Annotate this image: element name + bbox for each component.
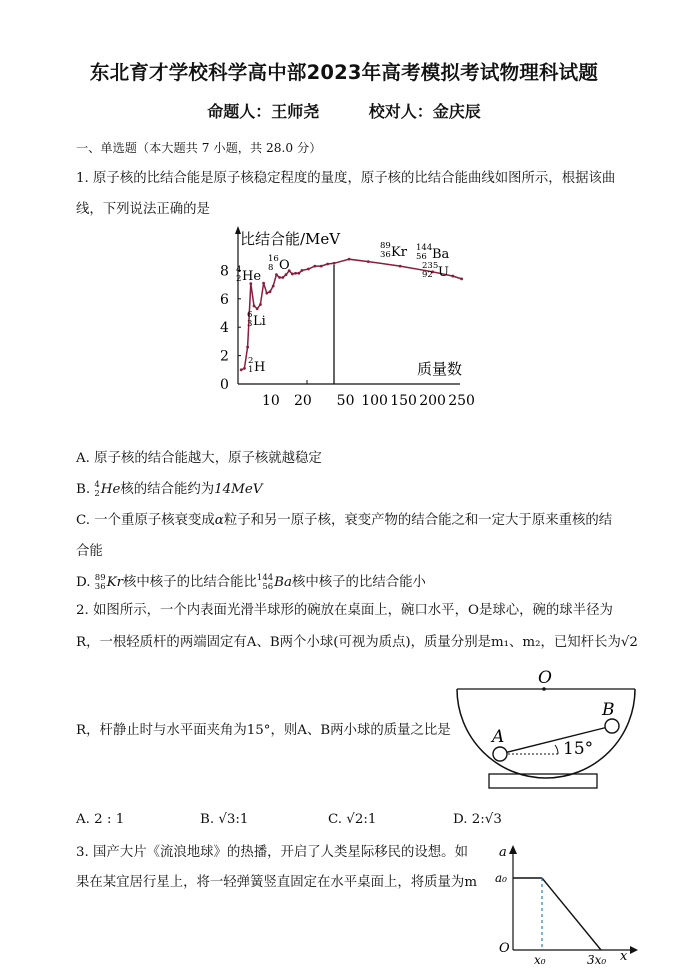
data-point (326, 263, 329, 266)
data-point (259, 303, 262, 306)
q1-option-a[interactable]: A. 原子核的结合能越大，原子核就越稳定 (76, 451, 322, 466)
q2-answer-a[interactable]: A. 2 : 1 (76, 812, 125, 827)
nuclide-symbol: U (438, 265, 449, 280)
x-tick-label: 50 (336, 393, 355, 409)
nuclide-symbol: He (242, 269, 262, 284)
q3-stem-line2: 果在某宜居行星上，将一轻弹簧竖直固定在水平桌面上，将质量为m (76, 875, 478, 890)
y-tick-label: 0 (220, 377, 229, 393)
label-x-axis: x (620, 949, 628, 964)
label-a0: a₀ (495, 871, 507, 885)
exam-authors (0, 99, 688, 122)
label-x0: x₀ (534, 953, 546, 967)
y-tick-label: 8 (220, 263, 229, 280)
nuclide-mass-number: 144 (416, 243, 433, 253)
data-point (301, 269, 304, 272)
nuclide-atomic-number: 8 (268, 263, 274, 273)
nuclide-symbol: O (279, 258, 290, 273)
data-point (240, 368, 243, 371)
nuclide-symbol: Li (253, 314, 266, 329)
kr-nuclide (95, 574, 106, 592)
kr-atomic-number: 36 (94, 581, 106, 592)
x-tick-label: 200 (419, 393, 446, 409)
x-tick-label: 150 (390, 393, 417, 409)
bowl-figure (452, 665, 652, 793)
data-point (291, 273, 294, 276)
data-point (460, 278, 463, 281)
data-point (452, 275, 455, 278)
checker-name: 校对人：金庆辰 (368, 102, 481, 121)
q1-option-d[interactable] (76, 571, 426, 592)
data-point (320, 265, 323, 268)
angle-arc (555, 745, 558, 754)
data-point (307, 268, 310, 271)
option-d-text-1: 核中核子的比结合能比 (123, 575, 257, 590)
acceleration-figure (490, 840, 640, 971)
data-point (285, 273, 288, 276)
option-c-text-2: 粒子和另一原子核，衰变产物的结合能之和一定大于原来重核的结 (223, 513, 613, 528)
option-b-text: 核的结合能约为 (120, 482, 215, 497)
a-arrow-icon (509, 845, 517, 854)
x-tick-label: 100 (361, 393, 388, 409)
data-point (278, 276, 281, 279)
nuclide-atomic-number: 3 (247, 319, 253, 329)
q2-stem-line1: 2. 如图所示，一个内表面光滑半球形的碗放在桌面上，碗口水平，O是球心，碗的球半径为 (76, 603, 613, 618)
data-point (269, 290, 272, 293)
nuclide-mass-number: 4 (236, 265, 242, 275)
ba-nuclide (257, 574, 273, 592)
nuclide-atomic-number: 36 (380, 250, 391, 260)
data-point (399, 265, 402, 268)
data-point (333, 262, 336, 265)
label-b: B (602, 700, 615, 720)
nuclide-symbol: H (254, 360, 266, 375)
q2-answer-c[interactable]: C. √2:1 (328, 812, 377, 827)
data-point (294, 272, 297, 275)
alpha-symbol: α (214, 513, 224, 528)
data-point (253, 305, 256, 308)
he-atomic-number: 2 (94, 488, 100, 499)
data-point (272, 285, 275, 288)
data-point (246, 346, 249, 349)
kr-symbol: Kr (106, 575, 124, 590)
label-o: O (538, 668, 552, 688)
x-tick-label: 250 (448, 393, 475, 409)
nuclide-symbol: Kr (391, 245, 407, 260)
q2-answer-b[interactable]: B. √3:1 (200, 812, 249, 827)
q2-stem-line3: R，杆静止时与水平面夹角为15°，则A、B两小球的质量之比是 (76, 723, 451, 738)
y-tick-label: 6 (220, 291, 229, 308)
option-d-letter: D. (76, 575, 95, 590)
ball-b (605, 719, 619, 733)
nuclide-mass-number: 89 (380, 241, 391, 251)
option-b-letter: B. (76, 482, 95, 497)
data-point (281, 276, 284, 279)
kr-mass-number: 89 (94, 572, 106, 583)
he-nuclide (94, 481, 99, 499)
data-point (265, 292, 268, 295)
label-a-axis: a (499, 845, 507, 860)
x-tick-label: 10 (262, 393, 280, 409)
nuclide-mass-number: 6 (247, 310, 253, 320)
angle-label: 15° (563, 739, 594, 759)
section-heading: 一、单选题（本大题共 7 小题，共 28.0 分） (76, 141, 322, 155)
x-tick-label: 20 (294, 393, 312, 409)
ba-atomic-number: 56 (262, 581, 274, 592)
q2-stem-line2: R，一根轻质杆的两端固定有A、B两个小球(可视为质点)，质量分别是m₁、m₂，已知杆长为√2 (76, 635, 638, 650)
setter-name: 命题人：王师尧 (207, 102, 320, 121)
nuclide-mass-number: 2 (248, 356, 254, 366)
he-mass-number: 4 (94, 479, 100, 490)
exam-title: 东北育才学校科学高中部2023年高考模拟考试物理科试题 (89, 61, 599, 84)
x-arrow-icon (630, 946, 638, 954)
y-tick-label: 4 (220, 320, 229, 337)
y-tick-label: 2 (220, 348, 229, 365)
nuclide-atomic-number: 92 (422, 270, 433, 280)
q1-option-b[interactable] (76, 478, 262, 499)
binding-energy-chart (210, 225, 480, 415)
he-symbol: He (100, 482, 121, 497)
table-base (489, 774, 597, 788)
q1-stem-line1: 1. 原子核的比结合能是原子核稳定程度的量度，原子核的比结合能曲线如图所示，根据该曲 (76, 171, 616, 186)
q3-stem-line1: 3. 国产大片《流浪地球》的热播，开启了人类星际移民的设想。如 (76, 845, 468, 860)
ba-mass-number: 144 (256, 572, 274, 583)
ba-symbol: Ba (274, 575, 292, 590)
option-d-text-2: 核中核子的比结合能小 (291, 575, 426, 590)
data-point (367, 260, 370, 263)
chart-ylabel: 比结合能/MeV (240, 230, 341, 248)
option-c-text-1: C. 一个重原子核衰变成 (76, 513, 215, 528)
nuclide-atomic-number: 2 (236, 274, 242, 284)
label-a: A (492, 727, 505, 747)
data-point (262, 282, 265, 285)
chart-xlabel: 质量数 (417, 360, 463, 378)
data-point (275, 273, 278, 276)
nuclide-mass-number: 235 (422, 261, 439, 271)
label-3x0: 3x₀ (587, 953, 607, 967)
data-point (256, 307, 259, 310)
data-point (243, 367, 246, 370)
option-b-value: 14MeV (214, 482, 263, 497)
data-point (348, 258, 351, 261)
data-point (313, 265, 316, 268)
nuclide-atomic-number: 56 (416, 252, 427, 262)
q2-answer-d[interactable]: D. 2:√3 (453, 812, 502, 827)
ball-a (493, 747, 507, 761)
nuclide-symbol: Ba (432, 247, 450, 262)
rod (500, 726, 612, 754)
nuclide-mass-number: 16 (268, 254, 279, 264)
label-origin: O (499, 941, 510, 956)
q1-stem-line2: 线，下列说法正确的是 (76, 202, 210, 217)
decline-line (542, 878, 601, 950)
nuclide-atomic-number: 1 (248, 365, 254, 375)
data-point (297, 272, 300, 275)
q1-option-c[interactable] (76, 509, 676, 528)
q1-option-c-line2: 合能 (76, 544, 103, 559)
